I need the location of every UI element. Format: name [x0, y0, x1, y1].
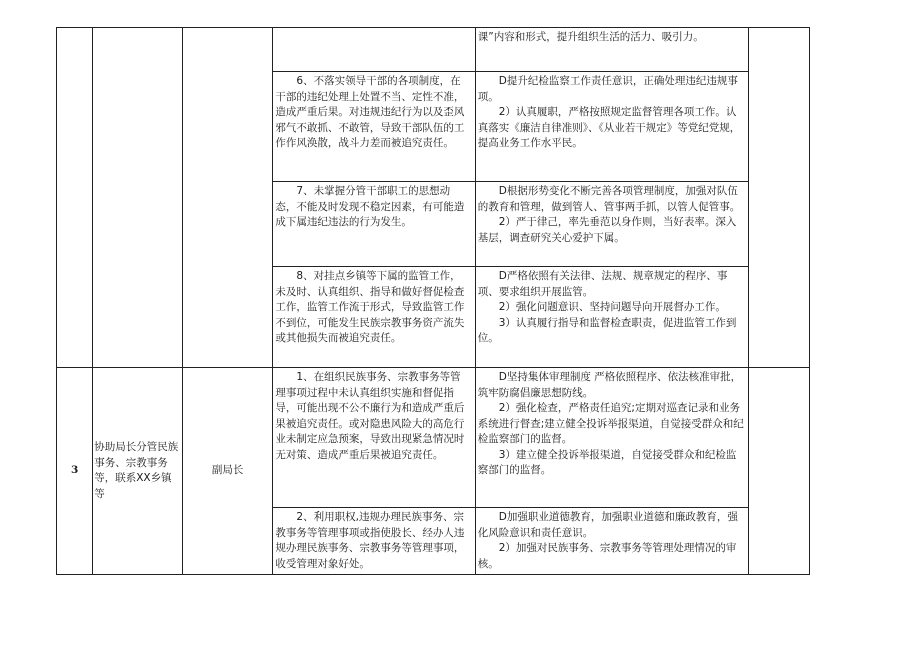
note-cell: [748, 28, 809, 368]
risk-text: 7、未掌握分管干部职工的思想动态，不能及时发现不稳定因素，有可能造成下属违纪违法的行为发生。: [275, 185, 465, 228]
measure-text: 课”内容和形式，提升组织生活的活力、吸引力。: [477, 31, 704, 43]
risk-text: 8、对挂点乡镇等下属的监管工作，未及时、认真组织、指导和做好督促检查工作，监管工作流于形式，导致监管工作不到位，可能发生民族宗教事务资产流失或其他损失而被追究责任。: [275, 270, 465, 344]
measure-text: 2）严于律己，率先垂范以身作则，当好表率。深入基层，调查研究关心爱护下属。: [477, 216, 737, 244]
measures-cell: [475, 267, 748, 368]
risk-text: 2、利用职权,违规办理民族事务、宗教事务等管理事项或指使股长、经办人违规办理民族事务、宗教事务等管理事项，收受管理对象好处。: [275, 511, 465, 570]
risk-table: [56, 27, 810, 575]
duty-cell: [93, 28, 183, 368]
measure-text: 2）强化问题意识、坚持问题导向开展督办工作。: [498, 301, 726, 313]
measure-text: D根据形势变化不断完善各项管理制度，加强对队伍的教育和管理，做到管人、管事两手抓，以管人促管事。: [477, 185, 741, 213]
measure-text: D坚持集体审理制度 严格依照程序、依法核准审批，筑牢防腐倡廉思想防线。: [477, 371, 742, 399]
position-cell: [182, 28, 273, 368]
position-cell: 副局长: [182, 368, 273, 575]
measure-text: 3）认真履行指导和监督检查职责，促进监管工作到位。: [477, 316, 737, 344]
row-number-cell: [57, 28, 93, 368]
note-cell: [748, 368, 809, 575]
measure-text: 3）建立健全投诉举报渠道，自觉接受群众和纪检监察部门的监督。: [477, 448, 737, 476]
measure-text: 2）强化检查，严格责任追究;定期对巡查记录和业务系统进行督查;建立健全投诉举报渠道，自觉接受群众和纪检监察部门的监督。: [477, 402, 744, 445]
risk-cell: [273, 28, 475, 72]
measures-cell: [475, 508, 748, 575]
measure-text: 2）加强对民族事务、宗教事务等管理处理情况的审核。: [477, 542, 737, 570]
measure-text: D严格依照有关法律、法规、规章规定的程序、事项、要求组织开展监管。: [477, 270, 728, 298]
table-row: [57, 28, 810, 72]
measures-cell: [475, 182, 748, 267]
risk-cell: [273, 267, 475, 368]
measure-text: D提升纪检监察工作责任意识，正确处理违纪违规事项。: [477, 75, 738, 103]
measure-text: 2）认真履职，严格按照规定监督管理各项工作。认真落实《廉洁自律准则》、《从业若干规定》等党纪党规，提高业务工作水平民。: [477, 106, 741, 149]
duty-cell: 协助局长分管民族事务、宗教事务等，联系XX乡镇等: [93, 368, 183, 575]
row-number-cell: 3: [57, 368, 93, 575]
measures-cell: [475, 28, 748, 72]
risk-text: 1、在组织民族事务、宗教事务等管理事项过程中未认真组织实施和督促指导，可能出现不公不廉行为和造成严重后果被追究责任。或对隐患风险大的高危行业未制定应急预案，导致出现紧急情况时无对策、造成严重后果被追究责任。: [275, 371, 465, 461]
table-row: [57, 368, 810, 508]
measures-cell: [475, 368, 748, 508]
measures-cell: [475, 72, 748, 182]
risk-cell: [273, 368, 475, 508]
risk-cell: [273, 182, 475, 267]
risk-cell: [273, 72, 475, 182]
measure-text: D加强职业道德教育，加强职业道德和廉政教育，强化风险意识和责任意识。: [477, 511, 738, 539]
risk-cell: [273, 508, 475, 575]
risk-text: 6、不落实领导干部的各项制度，在干部的违纪处理上处置不当、定性不准，造成严重后果。对违规违纪行为以及歪风邪气不敢抓、不敢管，导致干部队伍的工作作风涣散，战斗力差而被追究责任。: [275, 75, 465, 149]
